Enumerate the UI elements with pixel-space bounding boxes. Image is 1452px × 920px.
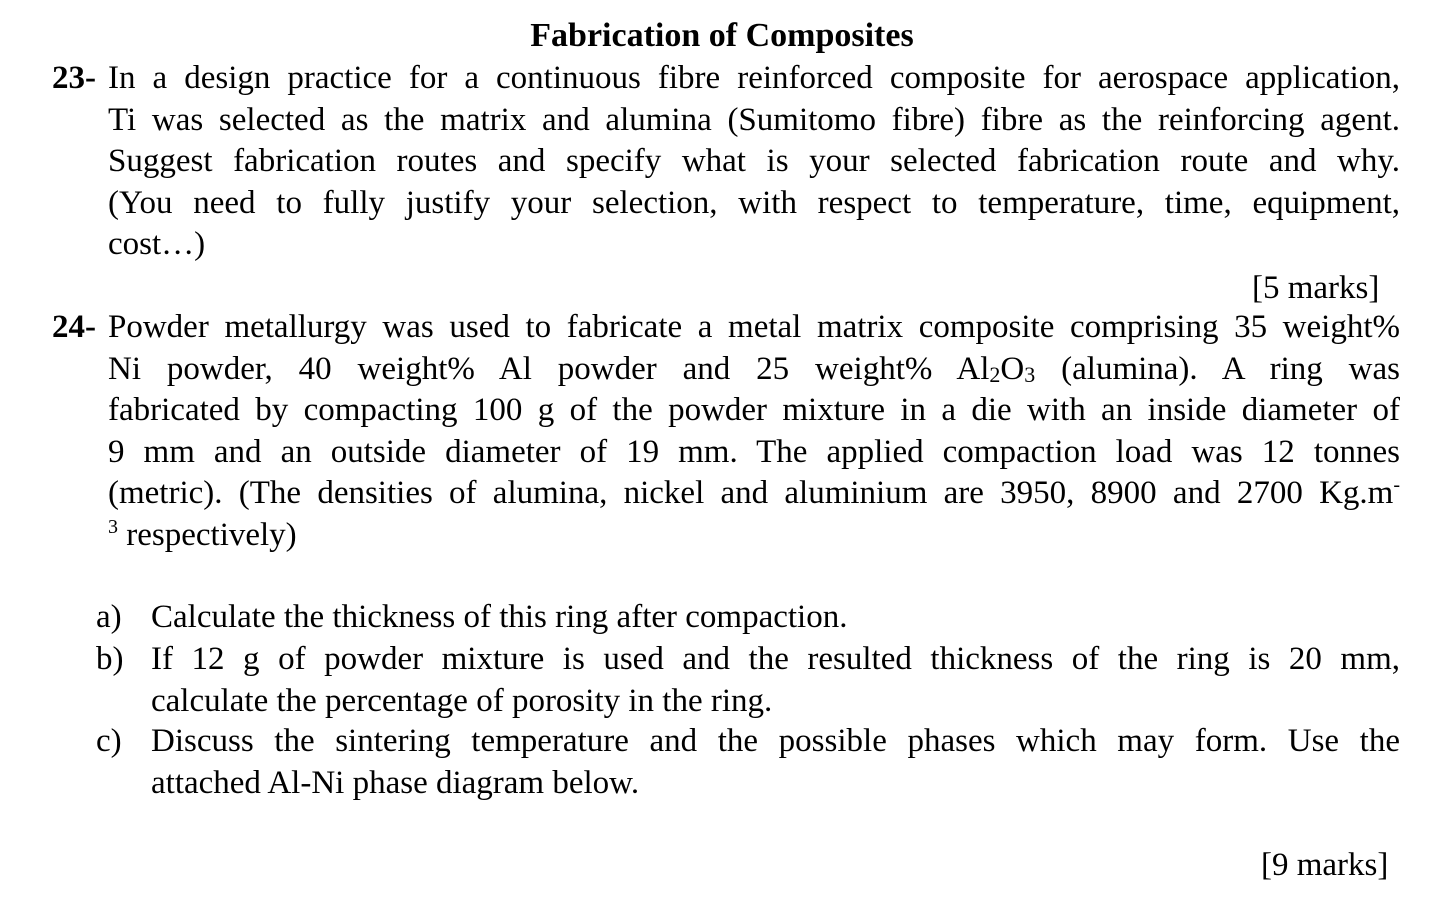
part-b-line: calculate the percentage of porosity in the ring. xyxy=(151,682,773,719)
part-b-text xyxy=(151,639,1400,722)
question-24-line-part: (metric). (The densities of alumina, nickel and aluminium are 3950, 8900 and 2700 Kg.m xyxy=(108,475,1394,511)
part-a-line: Calculate the thickness of this ring after compaction. xyxy=(151,599,848,635)
question-24-line-part: (alumina). A ring was xyxy=(1035,350,1400,387)
question-24-line: Powder metallurgy was used to fabricate a metal matrix composite comprising 35 weight% xyxy=(108,309,1400,345)
question-23-line: In a design practice for a continuous fibre reinforced composite for aerospace application, xyxy=(108,60,1400,96)
part-c-text xyxy=(151,721,1400,804)
part-c-label: c) xyxy=(96,723,122,759)
part-a-label: a) xyxy=(96,599,122,635)
part-c-line: Discuss the sintering temperature and the possible phases which may form. Use the xyxy=(151,723,1400,759)
subscript: 3 xyxy=(1024,361,1036,387)
question-24-number: 24- xyxy=(52,309,96,345)
page-title: Fabrication of Composites xyxy=(530,17,914,54)
superscript: - xyxy=(1393,474,1400,496)
question-24-line xyxy=(108,515,1400,557)
part-c-line: attached Al-Ni phase diagram below. xyxy=(151,764,640,801)
question-23-line: Suggest fabrication routes and specify what is your selected fabrication route and why. xyxy=(108,143,1400,179)
question-23-line: Ti was selected as the matrix and alumina (Sumitomo fibre) fibre as the reinforcing agent. xyxy=(108,101,1400,138)
question-24-line: fabricated by compacting 100 g of the powder mixture in a die with an inside diameter of xyxy=(108,392,1400,428)
subscript: 2 xyxy=(989,361,1001,387)
question-23-line: cost…) xyxy=(108,226,206,262)
part-b-line: If 12 g of powder mixture is used and the resulted thickness of the ring is 20 mm, xyxy=(151,641,1400,677)
question-24-line-part: Ni powder, 40 weight% Al powder and 25 weight% Al xyxy=(108,350,990,387)
question-23-marks: [5 marks] xyxy=(1252,270,1380,306)
question-24-line: 9 mm and an outside diameter of 19 mm. The applied compaction load was 12 tonnes xyxy=(108,433,1400,470)
question-23-number: 23- xyxy=(52,60,96,96)
superscript: 3 xyxy=(108,515,118,538)
question-23-text xyxy=(108,58,1400,266)
question-24-line-part: O xyxy=(1000,350,1025,387)
question-24-text xyxy=(108,307,1400,556)
question-24-line xyxy=(108,473,1400,515)
question-23-line: (You need to fully justify your selection, with respect to temperature, time, equipment, xyxy=(108,184,1400,221)
question-24-marks: [9 marks] xyxy=(1261,847,1389,883)
question-24-line xyxy=(108,349,1400,391)
part-a-text xyxy=(151,597,1400,639)
part-b-label: b) xyxy=(96,641,124,677)
question-24-line-part: respectively) xyxy=(118,516,297,553)
